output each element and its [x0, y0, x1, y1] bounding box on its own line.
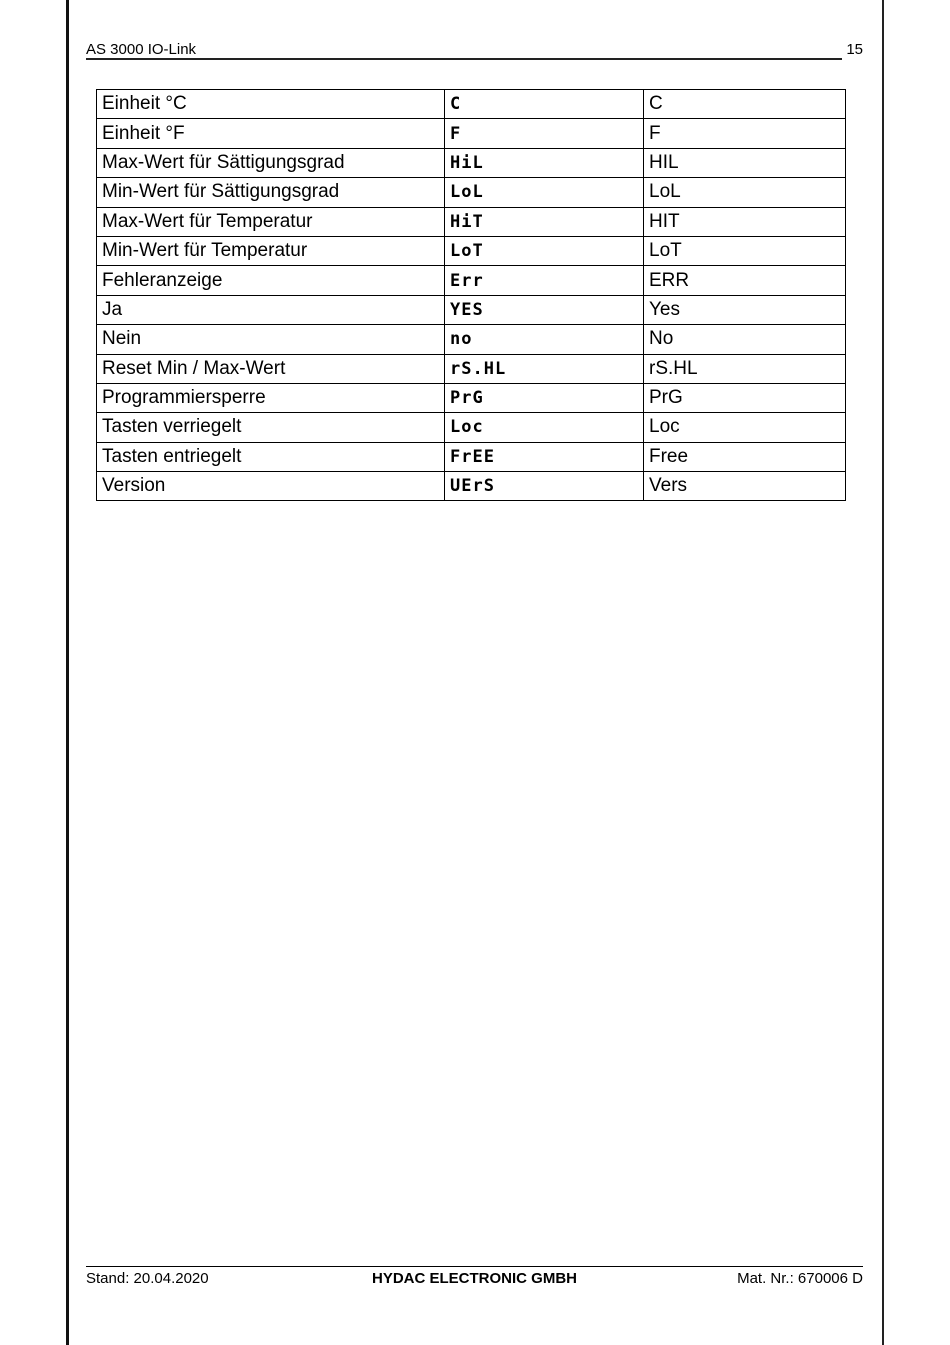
page-number: 15	[846, 41, 863, 58]
footer-material-number: Mat. Nr.: 670006 D	[737, 1270, 863, 1287]
text-equivalent-cell: LoT	[644, 236, 846, 265]
text-equivalent-cell: LoL	[644, 178, 846, 207]
description-cell: Version	[97, 472, 445, 501]
table-row	[97, 148, 846, 177]
display-code-cell: LoL	[445, 178, 644, 207]
description-cell: Min-Wert für Sättigungsgrad	[97, 178, 445, 207]
text-equivalent-cell: HIL	[644, 148, 846, 177]
text-equivalent-cell: Free	[644, 442, 846, 471]
table-row	[97, 383, 846, 412]
table-row	[97, 236, 846, 265]
document-title: AS 3000 IO-Link	[86, 41, 197, 58]
table-row	[97, 295, 846, 324]
description-cell: Nein	[97, 325, 445, 354]
display-code-cell: UErS	[445, 472, 644, 501]
description-cell: Max-Wert für Sättigungsgrad	[97, 148, 445, 177]
description-cell: Programmiersperre	[97, 383, 445, 412]
text-equivalent-cell: F	[644, 119, 846, 148]
text-equivalent-cell: No	[644, 325, 846, 354]
table-row	[97, 266, 846, 295]
header-divider	[86, 58, 842, 60]
description-cell: Max-Wert für Temperatur	[97, 207, 445, 236]
description-cell: Tasten verriegelt	[97, 413, 445, 442]
binding-line-right	[882, 0, 884, 1345]
display-code-cell: HiL	[445, 148, 644, 177]
description-cell: Reset Min / Max-Wert	[97, 354, 445, 383]
table-row	[97, 119, 846, 148]
display-code-cell: PrG	[445, 383, 644, 412]
footer-date: Stand: 20.04.2020	[86, 1270, 209, 1287]
description-cell: Einheit °C	[97, 90, 445, 119]
text-equivalent-cell: Vers	[644, 472, 846, 501]
page-footer	[86, 1269, 863, 1289]
display-code-cell: no	[445, 325, 644, 354]
table-row	[97, 472, 846, 501]
display-code-cell: LoT	[445, 236, 644, 265]
footer-company: HYDAC ELECTRONIC GMBH	[372, 1270, 577, 1287]
text-equivalent-cell: Loc	[644, 413, 846, 442]
description-cell: Min-Wert für Temperatur	[97, 236, 445, 265]
display-code-cell: F	[445, 119, 644, 148]
display-code-cell: rS.HL	[445, 354, 644, 383]
footer-divider	[86, 1266, 863, 1267]
page-header	[86, 40, 863, 60]
display-code-cell: C	[445, 90, 644, 119]
text-equivalent-cell: PrG	[644, 383, 846, 412]
text-equivalent-cell: ERR	[644, 266, 846, 295]
binding-line-left	[66, 0, 69, 1345]
table-row	[97, 325, 846, 354]
display-codes-table	[96, 89, 846, 501]
table-row	[97, 354, 846, 383]
display-code-cell: Loc	[445, 413, 644, 442]
description-cell: Tasten entriegelt	[97, 442, 445, 471]
table-row	[97, 413, 846, 442]
display-code-cell: YES	[445, 295, 644, 324]
display-code-cell: Err	[445, 266, 644, 295]
text-equivalent-cell: C	[644, 90, 846, 119]
description-cell: Einheit °F	[97, 119, 445, 148]
table-row	[97, 207, 846, 236]
table-row	[97, 442, 846, 471]
table-row	[97, 90, 846, 119]
table-body	[97, 90, 846, 501]
display-code-cell: HiT	[445, 207, 644, 236]
table-row	[97, 178, 846, 207]
description-cell: Ja	[97, 295, 445, 324]
text-equivalent-cell: Yes	[644, 295, 846, 324]
description-cell: Fehleranzeige	[97, 266, 445, 295]
display-code-cell: FrEE	[445, 442, 644, 471]
text-equivalent-cell: rS.HL	[644, 354, 846, 383]
text-equivalent-cell: HIT	[644, 207, 846, 236]
